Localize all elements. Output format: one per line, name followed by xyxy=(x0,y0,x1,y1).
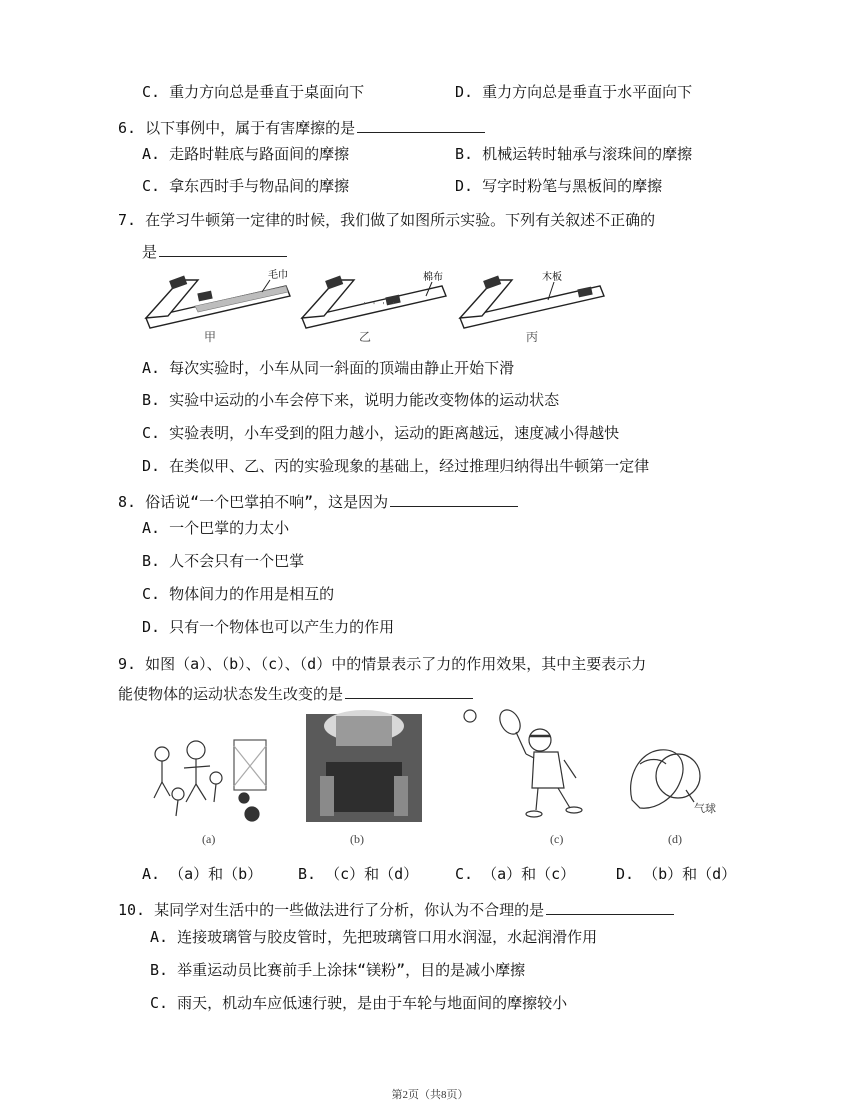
q8-option-d: D. 只有一个物体也可以产生力的作用 xyxy=(142,618,395,636)
q7-option-c: C. 实验表明，小车受到的阻力越小，运动的距离越远，速度减小得越快 xyxy=(142,424,620,442)
q9-stem-line1: 9. 如图（a）、（b）、（c）、（d）中的情景表示了力的作用效果，其中主要表示力 xyxy=(118,655,647,673)
label-cotton: 棉布 xyxy=(423,272,443,283)
q10-answer-blank xyxy=(546,898,674,915)
q7-stem-line2 xyxy=(142,240,287,262)
label-towel: 毛巾 xyxy=(268,270,288,281)
caption-c: (c) xyxy=(550,832,564,846)
caption-bing: 丙 xyxy=(526,330,539,344)
q6-answer-blank xyxy=(357,116,485,133)
q9-stem-line2 xyxy=(118,682,473,704)
q8-option-a: A. 一个巴掌的力太小 xyxy=(142,519,290,537)
ramp-towel xyxy=(146,268,290,328)
label-board: 木板 xyxy=(542,272,562,283)
q10-option-a: A. 连接玻璃管与胶皮管时，先把玻璃管口用水润湿，水起润滑作用 xyxy=(150,928,598,946)
q6-option-a: A. 走路时鞋底与路面间的摩擦 xyxy=(142,145,350,163)
figure-b-person-photo xyxy=(306,710,422,822)
q8-answer-blank xyxy=(390,490,518,507)
q9-option-d: D. （b）和（d） xyxy=(616,865,737,883)
page-footer: 第2页（共8页） xyxy=(391,1089,469,1101)
q8-stem xyxy=(118,490,518,512)
q6-option-b: B. 机械运转时轴承与滚珠间的摩擦 xyxy=(455,145,693,163)
q8-stem-text: 8. 俗话说“一个巴掌拍不响”，这是因为 xyxy=(118,493,389,511)
ramp-board xyxy=(460,270,604,328)
q7-option-b: B. 实验中运动的小车会停下来，说明力能改变物体的运动状态 xyxy=(142,391,560,409)
balloon-label: 气球 xyxy=(694,803,716,815)
q8-option-c: C. 物体间力的作用是相互的 xyxy=(142,585,335,603)
q6-option-d: D. 写字时粉笔与黑板间的摩擦 xyxy=(455,177,663,195)
q10-option-b: B. 举重运动员比赛前手上涂抹“镁粉”，目的是减小摩擦 xyxy=(150,961,526,979)
figure-a-kids-ball xyxy=(154,740,266,821)
q6-option-c: C. 拿东西时手与物品间的摩擦 xyxy=(142,177,350,195)
figure-c-tennis-player xyxy=(464,706,582,817)
caption-jia: 甲 xyxy=(204,330,217,344)
caption-a: (a) xyxy=(202,832,216,846)
q7-stem-line1: 7. 在学习牛顿第一定律的时候，我们做了如图所示实验。下列有关叙述不正确的 xyxy=(118,211,656,229)
q7-answer-blank xyxy=(159,240,287,257)
svg-text:' ' ' ': ' ' ' ' xyxy=(362,301,396,310)
q9-figures xyxy=(140,706,716,856)
q9-option-b: B. （c）和（d） xyxy=(298,865,419,883)
q10-stem-text: 10. 某同学对生活中的一些做法进行了分析，你认为不合理的是 xyxy=(118,901,545,919)
q5-option-d: D. 重力方向总是垂直于水平面向下 xyxy=(455,83,693,101)
q9-stem-text: 能使物体的运动状态发生改变的是 xyxy=(118,685,344,703)
q8-option-b: B. 人不会只有一个巴掌 xyxy=(142,552,305,570)
q7-option-a: A. 每次实验时，小车从同一斜面的顶端由静止开始下滑 xyxy=(142,359,515,377)
q9-option-c: C. （a）和（c） xyxy=(455,865,576,883)
figure-d-balloon xyxy=(631,750,700,808)
q5-option-c: C. 重力方向总是垂直于桌面向下 xyxy=(142,83,365,101)
q7-stem-text: 是 xyxy=(142,243,158,261)
q10-option-c: C. 雨天，机动车应低速行驶，是由于车轮与地面间的摩擦较小 xyxy=(150,994,568,1012)
caption-b: (b) xyxy=(350,832,364,846)
q10-stem xyxy=(118,898,674,920)
q9-answer-blank xyxy=(345,682,473,699)
q6-stem-text: 6. 以下事例中，属于有害摩擦的是 xyxy=(118,119,356,137)
q7-option-d: D. 在类似甲、乙、丙的实验现象的基础上，经过推理归纳得出牛顿第一定律 xyxy=(142,457,650,475)
ramp-cotton xyxy=(302,270,446,328)
caption-d: (d) xyxy=(668,832,682,846)
q6-stem xyxy=(118,116,485,138)
caption-yi: 乙 xyxy=(359,330,372,344)
q9-option-a: A. （a）和（b） xyxy=(142,865,263,883)
